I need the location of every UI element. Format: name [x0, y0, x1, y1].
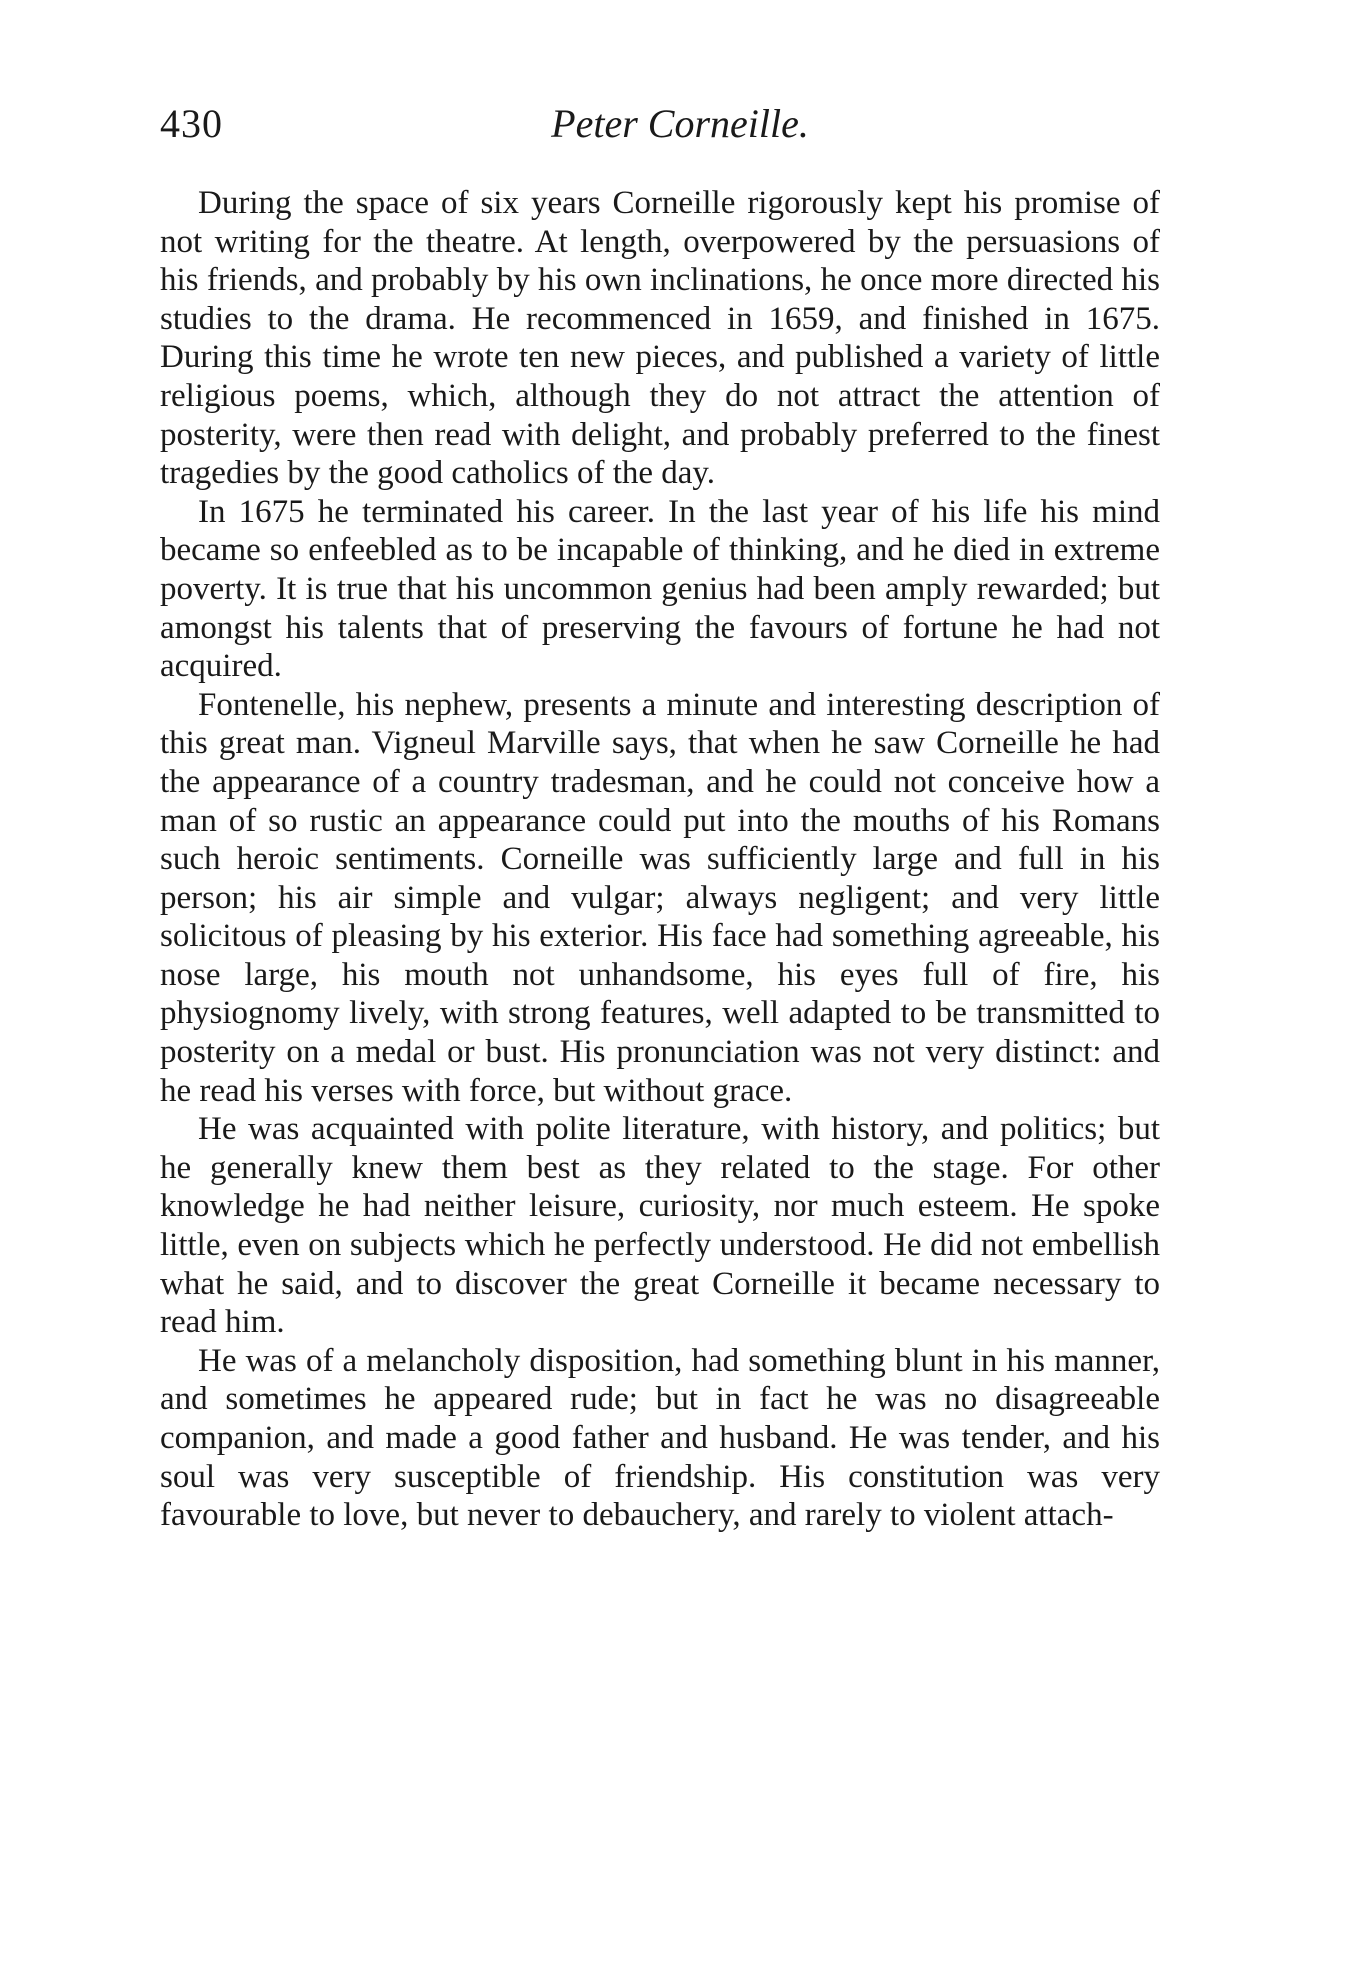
paragraph: He was of a melancholy disposition, had something blunt in his manner, and sometimes he appeared rude; but in fact he was no disagreeable companion, and made a good father and husband. He was tender, and his soul was very susceptible of friendship. His constitution was very favourable to love, but never to debauchery, and rarely to violent attach- [160, 1342, 1160, 1534]
page-number: 430 [160, 101, 223, 146]
paragraph: He was acquainted with polite literature, with history, and politics; but he generally knew them best as they related to the stage. For other knowledge he had neither leisure, curiosity, nor much esteem. He spoke little, even on subjects which he perfectly understood. He did not embellish what he said, and to discover the great Corneille it became necessary to read him. [160, 1111, 1160, 1341]
book-page [160, 100, 1160, 1535]
body-text [160, 184, 1160, 1535]
paragraph: During the space of six years Corneille rigorously kept his promise of not writing for the theatre. At length, overpowered by the persuasions of his friends, and probably by his own inclinations, he once more directed his studies to the drama. He recommenced in 1659, and finished in 1675. During this time he wrote ten new pieces, and published a variety of little religious poems, which, although they do not attract the attention of posterity, were then read with delight, and probably preferred to the finest tragedies by the good catholics of the day. [160, 185, 1160, 492]
paragraph: In 1675 he terminated his career. In the last year of his life his mind became so enfeebled as to be incapable of thinking, and he died in extreme poverty. It is true that his uncommon genius had been amply rewarded; but amongst his talents that of preserving the favours of fortune he had not acquired. [160, 493, 1160, 685]
running-title: Peter Corneille. [551, 101, 809, 146]
paragraph: Fontenelle, his nephew, presents a minute and interesting description of this great man. Vigneul Marville says, that when he saw Corneille he had the appearance of a country tradesman, and he could not conceive how a man of so rustic an appearance could put into the mouths of his Romans such heroic sentiments. Corneille was sufficiently large and full in his person; his air simple and vulgar; always negligent; and very little solicitous of pleasing by his exterior. His face had something agreeable, his nose large, his mouth not unhandsome, his eyes full of fire, his physiognomy lively, with strong features, well adapted to be transmitted to posterity on a medal or bust. His pronunciation was not very distinct: and he read his verses with force, but without grace. [160, 686, 1160, 1109]
page-header [160, 100, 1160, 156]
